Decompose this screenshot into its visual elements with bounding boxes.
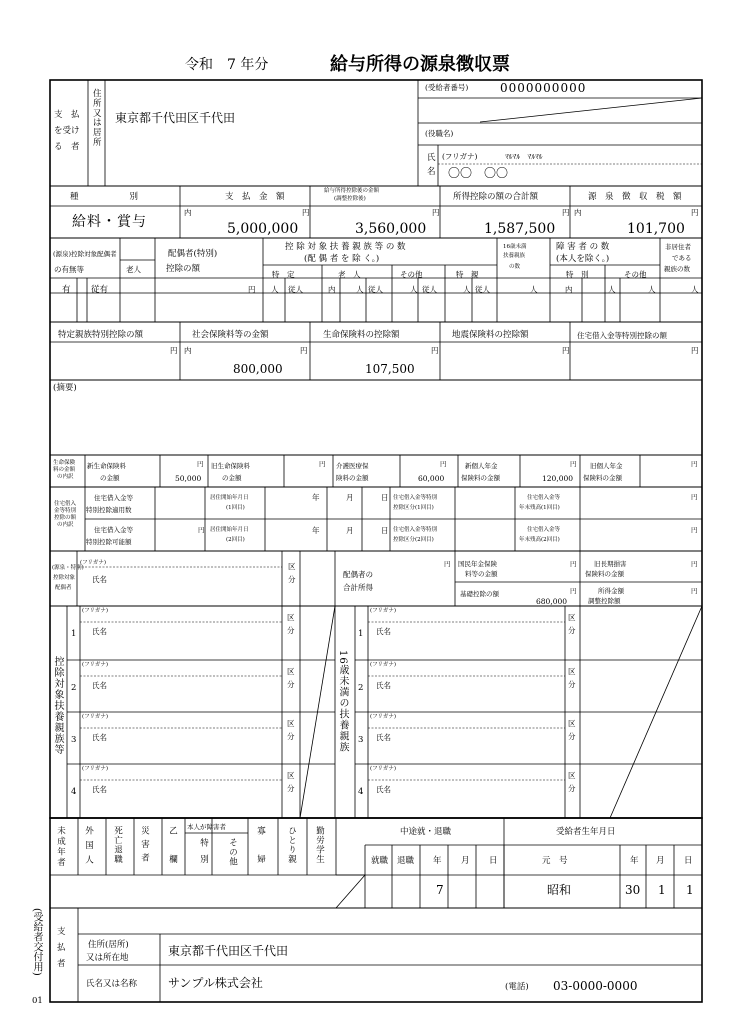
dependents-list-left-label: 控除対象扶養親族等	[52, 656, 63, 755]
disabled-special-nin: 人	[608, 285, 616, 294]
spouse-have: 有	[62, 285, 71, 295]
under16-label-2: 扶養親族	[503, 253, 526, 259]
recipient-name-label: 氏 名	[427, 153, 436, 177]
special-rel-nin: 人	[463, 285, 471, 294]
new-pension-label: 新個人年金	[465, 462, 498, 470]
disabled-other-label: その他	[624, 270, 647, 279]
pension-label: 国民年金保険	[458, 560, 497, 568]
after-deduction-sub: (調整控除後)	[334, 196, 366, 202]
start2-label: 居住開始年月日	[210, 527, 249, 533]
dependent-right-furigana: (フリガナ)	[370, 662, 397, 668]
kubun1-label-2: 控除区分(1回目)	[393, 505, 434, 511]
tax-header: 源 泉 徴 収 税 額	[588, 192, 682, 202]
dependent-left-kubun-2: 分	[287, 784, 295, 793]
dependent-right-kubun-2: 分	[568, 732, 576, 741]
title-year: 令和 7 年分	[185, 57, 269, 73]
dependent-left-name: 氏名	[92, 681, 107, 690]
social-insurance-header: 社会保険料等の金額	[192, 330, 269, 340]
income-adj-yen: 円	[691, 587, 698, 595]
care-yen: 円	[440, 460, 447, 468]
elderly-spouse-label: 老人	[126, 265, 141, 274]
birth-label: 受給者生年月日	[556, 827, 616, 837]
housing-detail-label: 住宅借入	[54, 501, 77, 507]
dependent-right-kubun-2: 分	[568, 626, 576, 635]
payer-address: 東京都千代田区千代田	[168, 944, 289, 958]
recipient-number-label: (受給者番号)	[425, 83, 469, 92]
dependent-left-name: 氏名	[92, 733, 107, 742]
balance1-yen: 円	[691, 493, 698, 501]
dependent-left-kubun-2: 分	[287, 680, 295, 689]
housing-possible-yen: 円	[198, 526, 205, 534]
tax-uchi: 内	[574, 208, 582, 217]
payer-tel-label: (電話)	[505, 982, 529, 992]
join-label: 就職	[371, 856, 389, 866]
other-jyuunin: 従人	[422, 285, 437, 294]
new-life-label: 新生命保険料	[87, 462, 126, 470]
housing-possible-label-2: 特別控除可能額	[86, 538, 132, 546]
recipient-address: 東京都千代田区千代田	[115, 111, 236, 125]
after-deduction-header: 給与所得控除後の金額	[324, 188, 380, 194]
spouse-flag-label: (源泉)控除対象配偶者	[53, 250, 117, 258]
new-pension-label-2: 保険料の金額	[461, 474, 500, 482]
student-label: 勤労学生	[314, 826, 325, 864]
disabled-other-nin: 人	[648, 285, 656, 294]
spouse-flag-label-2: の有無等	[54, 265, 84, 274]
under16-label-3: の数	[509, 264, 521, 270]
other-nin: 人	[410, 285, 418, 294]
dependent-left-kubun: 区	[287, 613, 295, 622]
pension-label-2: 料等の金額	[465, 570, 498, 578]
payer-address-label-2: 又は所在地	[86, 953, 129, 963]
start2-year: 年	[312, 526, 320, 535]
dependent-left-kubun: 区	[287, 771, 295, 780]
dependent-left-furigana: (フリガナ)	[82, 662, 109, 668]
special-relative-label: 特 親	[456, 270, 479, 279]
dependents-count-label: 控 除 対 象 扶 養 親 族 等 の 数	[285, 242, 406, 252]
balance2-label-2: 年末残高(2回目)	[519, 537, 560, 543]
old-life-label: 旧生命保険料	[211, 462, 250, 470]
birth-day-label: 日	[684, 856, 693, 866]
spouse-kubun-2: 分	[288, 575, 296, 584]
deduction-total-yen: 円	[562, 208, 570, 217]
dependent-right-furigana: (フリガナ)	[370, 714, 397, 720]
income-adj-label: 所得金額	[598, 587, 624, 595]
new-life-label-2: の金額	[100, 474, 120, 482]
elderly-nin: 人	[356, 285, 364, 294]
mid-month-value: 7	[436, 883, 444, 897]
specific-jyuunin: 従人	[288, 285, 303, 294]
grid-line-148	[336, 875, 365, 908]
payer-address-label: 住所(居所)	[88, 940, 129, 950]
special-rel-jyuunin: 従人	[475, 285, 490, 294]
dependent-right-kubun: 区	[568, 719, 576, 728]
nonresident-nin: 人	[691, 285, 699, 294]
type-header: 種 別	[70, 192, 139, 202]
payee-label: 支 払 を受け る 者	[54, 110, 80, 153]
housing-applied-label: 住宅借入金等	[94, 494, 133, 502]
single-parent-label: ひとり親	[286, 826, 297, 864]
dependent-right-kubun: 区	[568, 771, 576, 780]
housing-detail-label-2: 金等特別	[54, 508, 77, 514]
housing-yen: 円	[691, 346, 699, 355]
specific-label: 特 定	[272, 270, 295, 279]
dependent-right-kubun-2: 分	[568, 680, 576, 689]
kubun2-label-2: 控除区分(2回目)	[393, 537, 434, 543]
birth-month-label: 月	[656, 856, 665, 866]
spouse-detail-label-3: 配偶者	[55, 585, 72, 591]
balance2-label: 住宅借入金等	[527, 527, 561, 533]
tax-yen: 円	[691, 208, 699, 217]
dependent-left-furigana: (フリガナ)	[82, 608, 109, 614]
birth-month-value: 1	[658, 883, 666, 897]
dependent-right-number: 4	[358, 787, 364, 797]
start1-label: 居住開始年月日	[210, 495, 249, 501]
old-life-label-2: の金額	[222, 474, 242, 482]
income-adj-label-2: 調整控除額	[588, 597, 621, 605]
basic-deduction-label: 基礎控除の額	[460, 590, 499, 598]
care-label-2: 険料の金額	[336, 474, 369, 482]
housing-detail-label-3: 控除の額	[54, 515, 77, 521]
basic-deduction-value: 680,000	[536, 597, 568, 606]
old-life-yen: 円	[319, 460, 326, 468]
care-value: 60,000	[418, 474, 445, 483]
dependent-right-kubun: 区	[568, 667, 576, 676]
dependent-right-kubun-2: 分	[568, 784, 576, 793]
life-yen: 円	[431, 346, 439, 355]
balance2-yen: 円	[691, 526, 698, 534]
life-detail-label-3: の内訳	[57, 474, 74, 480]
payer-name-label: 氏名又は名称	[86, 979, 138, 989]
nonresident-label-3: 親族の数	[664, 265, 690, 273]
old-longterm-label: 旧長期損害	[594, 560, 627, 568]
foreign-label: 外国人	[83, 826, 94, 870]
era-label: 元 号	[542, 856, 568, 866]
elderly-uchi: 内	[328, 285, 336, 294]
income-type: 給料・賞与	[72, 214, 147, 230]
basic-deduction-yen: 円	[570, 587, 577, 595]
start1-label-2: (1回目)	[226, 505, 245, 511]
life-insurance-header: 生命保険料の控除額	[323, 330, 400, 340]
housing-detail-label-4: の内訳	[57, 522, 74, 528]
birth-year-label: 年	[630, 856, 639, 866]
housing-deduction-header: 住宅借入金等特別控除の額	[577, 331, 667, 340]
start2-label-2: (2回目)	[226, 537, 245, 543]
dependent-right-furigana: (フリガナ)	[370, 608, 397, 614]
birth-day-value: 1	[686, 883, 694, 897]
disabled-count-label: 障 害 者 の 数	[556, 242, 610, 252]
spouse-income-yen: 円	[444, 560, 451, 568]
spouse-deduction-yen: 円	[248, 285, 256, 294]
dependent-right-name: 氏名	[376, 785, 391, 794]
dependent-right-number: 2	[358, 683, 364, 693]
position-label: (役職名)	[425, 129, 454, 138]
elderly-jyuunin: 従人	[368, 285, 383, 294]
payer-tel: 03-0000-0000	[553, 979, 638, 993]
quake-insurance-header: 地震保険料の控除額	[452, 330, 529, 340]
after-deduction-yen: 円	[432, 208, 440, 217]
recipient-name: 〇〇 〇〇	[448, 166, 509, 180]
other-label: その他	[400, 270, 423, 279]
old-pension-label-2: 保険料の金額	[583, 474, 622, 482]
disabled-count-sub: (本人を除く。)	[556, 254, 610, 264]
birth-era: 昭和	[547, 883, 572, 897]
nonresident-label-2: である	[672, 254, 692, 262]
dependent-left-kubun-2: 分	[287, 732, 295, 741]
social-yen: 円	[300, 346, 308, 355]
widow-label: 寡婦	[255, 826, 266, 883]
spouse-income-label-2: 合計所得	[343, 583, 373, 592]
dependent-left-name: 氏名	[92, 627, 107, 636]
dependent-right-number: 1	[358, 629, 364, 639]
spouse-deduction-label: 配偶者(特別)	[168, 249, 218, 259]
dependent-left-kubun: 区	[287, 719, 295, 728]
housing-possible-label: 住宅借入金等	[94, 526, 133, 534]
old-pension-label: 旧個人年金	[590, 462, 623, 470]
leave-label: 退職	[397, 856, 415, 866]
start1-day: 日	[381, 493, 389, 502]
deduction-total-header: 所得控除の額の合計額	[453, 192, 539, 202]
disabled-uchi: 内	[565, 285, 573, 294]
spouse-name-label: 氏名	[92, 575, 107, 584]
housing-applied-label-2: 特別控除適用数	[86, 506, 132, 514]
recipient-number: 0000000000	[500, 81, 587, 95]
balance1-label: 住宅借入金等	[527, 495, 561, 501]
kubun1-label: 住宅借入金等特別	[393, 495, 438, 501]
old-longterm-label-2: 保険料の金額	[585, 570, 624, 578]
copy-type-label: (受給者交付用)	[31, 908, 42, 976]
page-title: 給与所得の源泉徴収票	[330, 54, 510, 75]
grid-line-6	[480, 98, 702, 122]
disabled-special-label: 特 別	[566, 270, 589, 279]
dependent-left-number: 2	[71, 683, 77, 693]
dependents-count-sub: (配 偶 者 を 除 く。)	[304, 254, 380, 264]
special-dep-yen: 円	[170, 346, 178, 355]
dependent-left-name: 氏名	[92, 785, 107, 794]
dependent-right-name: 氏名	[376, 733, 391, 742]
dependent-right-kubun: 区	[568, 613, 576, 622]
start2-day: 日	[381, 526, 389, 535]
balance1-label-2: 年末残高(1回目)	[519, 505, 560, 511]
pay-uchi: 内	[184, 208, 192, 217]
care-label: 介護医療保	[336, 462, 369, 470]
pay-header: 支 払 金 額	[225, 192, 285, 202]
under16-nin: 人	[530, 285, 538, 294]
midterm-label: 中途就・退職	[400, 827, 452, 837]
self-disabled-other: その他	[227, 838, 238, 867]
kubun2-label: 住宅借入金等特別	[393, 527, 438, 533]
mid-year-label: 年	[433, 856, 442, 866]
start2-month: 月	[346, 526, 354, 535]
furigana-label: (フリガナ)	[442, 152, 478, 161]
pay-amount: 5,000,000	[227, 221, 299, 237]
nonresident-label: 非居住者	[665, 243, 691, 251]
dependent-left-kubun-2: 分	[287, 626, 295, 635]
dependent-right-furigana: (フリガナ)	[370, 766, 397, 772]
spouse-deduction-label-2: 控除の額	[166, 264, 201, 274]
new-pension-yen: 円	[570, 460, 577, 468]
start1-month: 月	[346, 493, 354, 502]
dependent-left-kubun: 区	[287, 667, 295, 676]
pay-yen: 円	[302, 208, 310, 217]
otsu-label: 乙欄	[167, 826, 178, 883]
social-uchi: 内	[184, 346, 192, 355]
dependent-right-name: 氏名	[376, 681, 391, 690]
disaster-label: 災害者	[139, 826, 150, 867]
spouse-detail-label: (源泉・特別)	[52, 565, 84, 571]
life-detail-label: 生命保険	[53, 460, 76, 466]
special-dep-header: 特定親族特別控除の額	[58, 330, 144, 340]
spouse-detail-label-2: 控除対象	[53, 575, 76, 581]
death-label: 死亡退職	[112, 826, 123, 864]
tax-amount: 101,700	[627, 221, 685, 237]
dependent-right-number: 3	[358, 735, 364, 745]
dependent-left-furigana: (フリガナ)	[82, 766, 109, 772]
specific-nin: 人	[271, 285, 279, 294]
mid-month-label: 月	[461, 856, 470, 866]
new-pension-value: 120,000	[542, 474, 574, 483]
pension-yen: 円	[570, 560, 577, 568]
new-life-value: 50,000	[175, 474, 202, 483]
dependent-left-number: 4	[71, 787, 77, 797]
birth-year-value: 30	[625, 883, 641, 897]
life-detail-label-2: 料の金額	[53, 467, 76, 473]
spouse-income-label: 配偶者の	[343, 570, 373, 579]
after-deduction-amount: 3,560,000	[355, 221, 427, 237]
deduction-total-amount: 1,587,500	[484, 221, 556, 237]
dependent-left-number: 1	[71, 629, 77, 639]
mid-day-label: 日	[489, 856, 498, 866]
form-code: 01	[32, 996, 43, 1006]
dependent-right-name: 氏名	[376, 627, 391, 636]
elderly-label: 老 人	[338, 270, 361, 279]
payer-label: 支 払 者	[57, 927, 66, 970]
life-insurance-amount: 107,500	[365, 362, 415, 376]
payer-name: サンプル株式会社	[168, 976, 263, 990]
remarks-label: (摘要)	[53, 383, 77, 393]
dependents-list-right-label: 16歳未満の扶養親族	[337, 650, 348, 753]
payee-address-label: 住 所 又 は 居 所	[93, 89, 102, 148]
spouse-jyuu-have: 従有	[91, 285, 109, 295]
self-disabled-special: 特別	[198, 838, 209, 871]
spouse-furigana-label: (フリガナ)	[80, 560, 107, 566]
start1-year: 年	[312, 493, 320, 502]
new-life-yen: 円	[197, 460, 204, 468]
dependent-left-furigana: (フリガナ)	[82, 714, 109, 720]
quake-yen: 円	[562, 346, 570, 355]
old-longterm-yen: 円	[691, 560, 698, 568]
minor-label: 未成年者	[55, 826, 66, 868]
old-pension-yen: 円	[691, 460, 698, 468]
dependent-left-number: 3	[71, 735, 77, 745]
spouse-kubun: 区	[288, 562, 296, 571]
self-disabled-label: 本人が障害者	[187, 823, 226, 831]
social-insurance-amount: 800,000	[233, 362, 283, 376]
under16-label: 16歳未満	[503, 244, 527, 250]
recipient-furigana: ﾏﾙﾏﾙ ﾏﾙﾏﾙ	[505, 152, 543, 161]
